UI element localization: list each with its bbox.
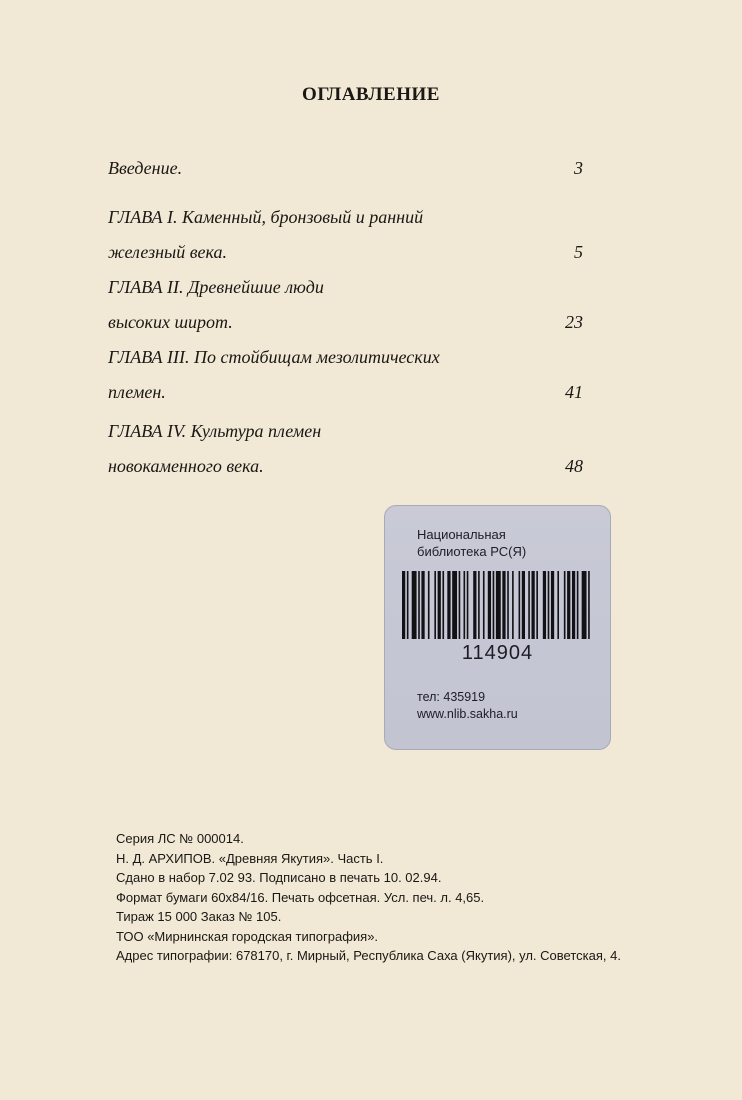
imprint-line: Н. Д. АРХИПОВ. «Древняя Якутия». Часть I. xyxy=(116,850,384,866)
toc-page-number: 41 xyxy=(565,382,583,402)
barcode-bar xyxy=(588,571,590,639)
barcode-bar xyxy=(564,571,566,639)
imprint-line: Адрес типографии: 678170, г. Мирный, Республика Саха (Якутия), ул. Советская, 4. xyxy=(116,948,621,963)
library-sticker xyxy=(384,505,611,750)
barcode-bar xyxy=(531,571,534,639)
barcode-bar xyxy=(447,571,450,639)
barcode-bar xyxy=(536,571,538,639)
imprint-line: Серия ЛС № 000014. xyxy=(116,831,244,846)
imprint-block xyxy=(116,829,621,966)
barcode-bar xyxy=(557,571,559,639)
barcode-bar xyxy=(421,571,424,639)
barcode-bar xyxy=(502,571,505,639)
toc-entry-text: Введение. xyxy=(108,158,183,178)
library-name-line1: Национальная xyxy=(417,527,506,542)
barcode-bar xyxy=(434,571,436,639)
imprint-line: Тираж 15 000 Заказ № 105. xyxy=(116,909,282,924)
barcode-bar xyxy=(528,571,530,639)
barcode-bar xyxy=(582,571,587,639)
toc-entry-line1: ГЛАВА III. По стойбищам мезолитических xyxy=(108,347,440,367)
library-contact xyxy=(417,689,518,723)
barcode-bar xyxy=(577,571,579,639)
imprint-line: Формат бумаги 60х84/16. Печать офсетная. Усл. печ. л. 4,65. xyxy=(116,889,485,905)
barcode-bar xyxy=(522,571,525,639)
toc-entry-line2: железный века. xyxy=(108,242,228,262)
barcode-bar xyxy=(418,571,420,639)
barcode-bar xyxy=(512,571,514,639)
toc-entry-introduction xyxy=(108,151,583,186)
barcode-bar xyxy=(548,571,550,639)
barcode-bar xyxy=(412,571,417,639)
barcode-bar xyxy=(467,571,469,639)
barcode-bar xyxy=(438,571,441,639)
toc-entry-line1: ГЛАВА IV. Культура племен xyxy=(108,421,322,441)
toc-entry-chapter-2 xyxy=(108,270,583,340)
barcode-bar xyxy=(473,571,476,639)
toc-entry-line1: ГЛАВА I. Каменный, бронзовый и ранний xyxy=(108,207,424,227)
toc-entry-chapter-3 xyxy=(108,340,583,410)
barcode-bar xyxy=(483,571,485,639)
toc-title: ОГЛАВЛЕНИЕ xyxy=(302,84,440,105)
barcode-bar xyxy=(459,571,461,639)
barcode-bar xyxy=(442,571,444,639)
toc-page-number: 3 xyxy=(574,158,583,178)
barcode-bar xyxy=(493,571,495,639)
toc-page-number: 5 xyxy=(574,242,583,262)
barcode-bar xyxy=(402,571,405,639)
barcode-bar xyxy=(488,571,491,639)
library-website: www.nlib.sakha.ru xyxy=(417,707,518,721)
barcode-bar xyxy=(507,571,509,639)
barcode-bar xyxy=(572,571,575,639)
imprint-line: ТОО «Мирнинская городская типография». xyxy=(116,928,379,944)
toc-entry-line2: новокаменного века. xyxy=(108,456,264,476)
barcode-icon xyxy=(402,571,593,639)
barcode-bar xyxy=(543,571,546,639)
library-name-line2: библиотека РС(Я) xyxy=(417,544,527,559)
toc-entry-line2: высоких широт. xyxy=(108,312,233,332)
barcode-bar xyxy=(407,571,409,639)
toc-entry-line2: племен. xyxy=(108,382,166,402)
barcode-bar xyxy=(452,571,457,639)
toc-page-number: 23 xyxy=(565,312,583,332)
toc-entry-chapter-1 xyxy=(108,200,583,270)
barcode-bar xyxy=(496,571,501,639)
barcode-bar xyxy=(567,571,570,639)
barcode-bar xyxy=(464,571,466,639)
toc-page-number: 48 xyxy=(565,456,583,476)
barcode-bar xyxy=(428,571,430,639)
toc-entry-chapter-4 xyxy=(108,414,583,484)
imprint-line: Сдано в набор 7.02 93. Подписано в печать 10. 02.94. xyxy=(116,870,442,885)
library-phone: тел: 435919 xyxy=(417,690,486,704)
barcode-bar xyxy=(519,571,521,639)
barcode-bar xyxy=(551,571,554,639)
barcode-bar xyxy=(478,571,480,639)
library-name xyxy=(417,526,597,560)
barcode-number: 114904 xyxy=(461,642,534,664)
toc-entry-line1: ГЛАВА II. Древнейшие люди xyxy=(108,277,324,297)
